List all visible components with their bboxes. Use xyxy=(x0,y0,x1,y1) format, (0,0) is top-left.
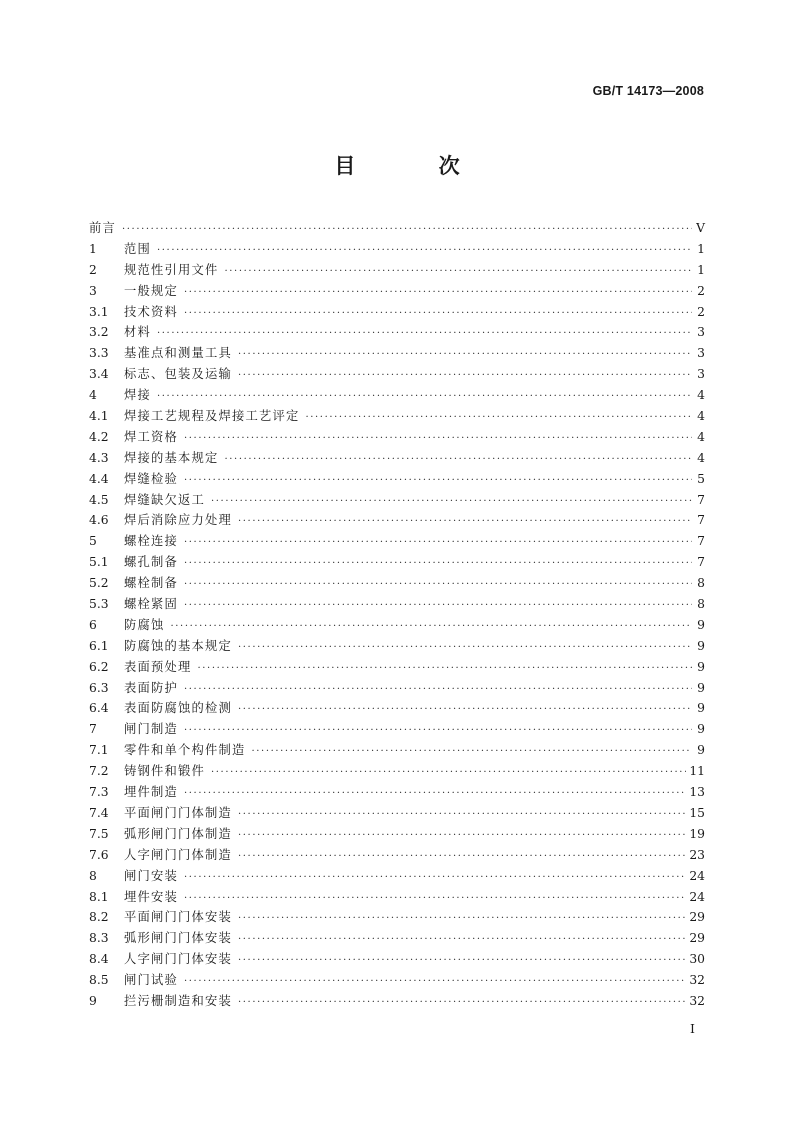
toc-entry[interactable] xyxy=(89,636,705,657)
toc-entry-label: 弧形闸门门体安装 xyxy=(124,931,232,946)
toc-entry-page: 8 xyxy=(697,597,705,612)
toc-entry-number: 7.6 xyxy=(89,847,109,862)
toc-entry-number: 7.1 xyxy=(89,743,109,758)
toc-entry-page: 24 xyxy=(689,889,705,904)
toc-entry-number: 6.1 xyxy=(89,638,109,653)
toc-entry-page: 7 xyxy=(697,534,705,549)
toc-leader-dots xyxy=(184,596,692,617)
toc-entry-number: 7.5 xyxy=(89,826,109,841)
toc-entry-label: 螺栓制备 xyxy=(124,576,178,591)
toc-entry-label: 表面防腐蚀的检测 xyxy=(124,701,232,716)
toc-entry[interactable] xyxy=(89,866,705,887)
toc-entry[interactable] xyxy=(89,845,705,866)
toc-entry-number: 3.2 xyxy=(89,325,109,340)
toc-entry-label: 埋件制造 xyxy=(124,785,178,800)
toc-entry-page: 4 xyxy=(697,450,705,465)
toc-leader-dots xyxy=(238,930,686,951)
toc-entry-label: 人字闸门门体安装 xyxy=(124,952,232,967)
toc-leader-dots xyxy=(224,450,692,471)
toc-entry[interactable] xyxy=(89,678,705,699)
toc-entry-page: 9 xyxy=(697,701,705,716)
standard-code: GB/T 14173—2008 xyxy=(592,84,704,98)
toc-entry-label: 铸钢件和锻件 xyxy=(124,764,205,779)
toc-entry-number: 8.3 xyxy=(89,931,109,946)
toc-entry-page: 3 xyxy=(697,325,705,340)
toc-entry[interactable] xyxy=(89,907,705,928)
toc-entry-label: 焊接 xyxy=(124,388,151,403)
toc-entry-number: 5 xyxy=(89,534,97,549)
toc-entry[interactable] xyxy=(89,448,705,469)
toc-entry-label: 埋件安装 xyxy=(124,889,178,904)
toc-entry-page: V xyxy=(696,221,705,235)
toc-entry-number: 4.1 xyxy=(89,409,109,424)
toc-entry-label: 基准点和测量工具 xyxy=(124,346,232,361)
toc-entry-page: 4 xyxy=(697,429,705,444)
toc-entry[interactable] xyxy=(89,322,705,343)
toc-entry[interactable] xyxy=(89,615,705,636)
toc-leader-dots xyxy=(157,241,692,262)
toc-entry-label: 标志、包装及运输 xyxy=(124,367,232,382)
toc-entry-number: 8 xyxy=(89,868,97,883)
toc-leader-dots xyxy=(184,868,686,889)
toc-leader-dots xyxy=(184,283,692,304)
toc-entry-page: 8 xyxy=(697,576,705,591)
toc-entry[interactable] xyxy=(89,302,705,323)
toc-entry-page: 24 xyxy=(689,868,705,883)
toc-entry[interactable] xyxy=(89,594,705,615)
toc-leader-dots xyxy=(184,680,692,701)
toc-leader-dots xyxy=(184,721,692,742)
toc-entry[interactable] xyxy=(89,657,705,678)
toc-entry-label: 拦污栅制造和安装 xyxy=(124,993,232,1008)
toc-entry[interactable] xyxy=(89,239,705,260)
page-title: 目 次 xyxy=(334,153,498,178)
toc-entry[interactable] xyxy=(89,928,705,949)
toc-leader-dots xyxy=(238,638,692,659)
toc-entry-label: 焊缝检验 xyxy=(124,471,178,486)
toc-entry[interactable] xyxy=(89,364,705,385)
toc-entry-page: 7 xyxy=(697,555,705,570)
toc-entry[interactable] xyxy=(89,427,705,448)
toc-entry-number: 4.2 xyxy=(89,429,109,444)
toc-entry-label: 防腐蚀 xyxy=(124,617,165,632)
toc-entry[interactable] xyxy=(89,531,705,552)
page-number: I xyxy=(690,1021,695,1036)
toc-entry[interactable] xyxy=(89,991,705,1012)
toc-entry-label: 弧形闸门门体制造 xyxy=(124,826,232,841)
toc-entry[interactable] xyxy=(89,573,705,594)
toc-entry-label: 人字闸门门体制造 xyxy=(124,847,232,862)
toc-entry-label: 表面防护 xyxy=(124,680,178,695)
toc-leader-dots xyxy=(238,993,686,1014)
toc-entry-number: 4.4 xyxy=(89,471,109,486)
toc-entry-number: 7.3 xyxy=(89,785,109,800)
toc-entry[interactable] xyxy=(89,385,705,406)
toc-entry[interactable] xyxy=(89,949,705,970)
toc-entry-label: 焊缝缺欠返工 xyxy=(124,492,205,507)
toc-leader-dots xyxy=(238,826,686,847)
toc-entry-page: 11 xyxy=(689,764,705,779)
toc-entry[interactable] xyxy=(89,803,705,824)
toc-entry-label: 焊后消除应力处理 xyxy=(124,513,232,528)
toc-entry-page: 1 xyxy=(697,241,705,256)
toc-entry-page: 9 xyxy=(697,617,705,632)
toc-entry[interactable] xyxy=(89,343,705,364)
toc-entry-page: 3 xyxy=(697,346,705,361)
toc-leader-dots xyxy=(238,847,686,868)
toc-entry-number: 4.5 xyxy=(89,492,109,507)
toc-entry-page: 9 xyxy=(697,722,705,737)
toc-leader-dots xyxy=(238,951,686,972)
toc-entry-page: 7 xyxy=(697,492,705,507)
toc-entry[interactable] xyxy=(89,719,705,740)
toc-entry[interactable] xyxy=(89,824,705,845)
toc-leader-dots xyxy=(224,262,692,283)
toc-entry-number: 1 xyxy=(89,241,97,256)
toc-leader-dots xyxy=(122,220,692,241)
toc-leader-dots xyxy=(184,554,692,575)
toc-entry-number: 3.3 xyxy=(89,346,109,361)
toc-leader-dots xyxy=(157,387,692,408)
toc-leader-dots xyxy=(198,659,693,680)
toc-entry-page: 4 xyxy=(697,409,705,424)
toc-entry-page: 3 xyxy=(697,367,705,382)
toc-entry-label: 闸门安装 xyxy=(124,868,178,883)
toc-entry[interactable] xyxy=(89,510,705,531)
toc-entry-label: 一般规定 xyxy=(124,283,178,298)
toc-entry-label: 平面闸门门体安装 xyxy=(124,910,232,925)
toc-entry[interactable] xyxy=(89,281,705,302)
toc-entry-number: 2 xyxy=(89,262,97,277)
toc-entry-page: 7 xyxy=(697,513,705,528)
toc-leader-dots xyxy=(184,471,692,492)
toc-entry-label: 技术资料 xyxy=(124,304,178,319)
toc-entry[interactable] xyxy=(89,260,705,281)
toc-entry-label: 平面闸门门体制造 xyxy=(124,805,232,820)
toc-leader-dots xyxy=(238,700,692,721)
toc-entry-label: 焊接的基本规定 xyxy=(124,450,219,465)
toc-leader-dots xyxy=(238,366,692,387)
toc-entry-label: 规范性引用文件 xyxy=(124,262,219,277)
toc-entry-label: 零件和单个构件制造 xyxy=(124,743,246,758)
toc-entry-page: 2 xyxy=(697,283,705,298)
toc-entry[interactable] xyxy=(89,469,705,490)
toc-entry-page: 9 xyxy=(697,638,705,653)
toc-entry-page: 1 xyxy=(697,262,705,277)
toc-entry-number: 3.1 xyxy=(89,304,109,319)
toc-leader-dots xyxy=(184,304,692,325)
toc-entry-number: 8.5 xyxy=(89,973,109,988)
toc-leader-dots xyxy=(238,805,686,826)
toc-entry-page: 19 xyxy=(689,826,705,841)
toc-entry-page: 2 xyxy=(697,304,705,319)
toc-entry-number: 5.3 xyxy=(89,597,109,612)
toc-entry[interactable] xyxy=(89,698,705,719)
toc-entry[interactable] xyxy=(89,761,705,782)
toc-leader-dots xyxy=(184,972,686,993)
toc-entry-label: 范围 xyxy=(124,241,151,256)
toc-entry-page: 29 xyxy=(689,910,705,925)
toc-entry-number: 3.4 xyxy=(89,367,109,382)
toc-entry-label: 螺栓紧固 xyxy=(124,597,178,612)
toc-entry-label: 前言 xyxy=(89,221,116,235)
toc-entry-label: 螺孔制备 xyxy=(124,555,178,570)
toc-entry-page: 30 xyxy=(689,952,705,967)
toc-entry-page: 23 xyxy=(689,847,705,862)
toc-entry[interactable] xyxy=(89,218,705,239)
toc-entry[interactable] xyxy=(89,970,705,991)
toc-entry-number: 6.2 xyxy=(89,659,109,674)
toc-leader-dots xyxy=(184,533,692,554)
table-of-contents xyxy=(89,218,705,1012)
toc-entry-number: 8.2 xyxy=(89,910,109,925)
toc-leader-dots xyxy=(251,742,692,763)
toc-entry-page: 9 xyxy=(697,680,705,695)
toc-entry-page: 13 xyxy=(689,785,705,800)
toc-entry[interactable] xyxy=(89,552,705,573)
toc-entry-number: 5.1 xyxy=(89,555,109,570)
toc-entry-label: 防腐蚀的基本规定 xyxy=(124,638,232,653)
toc-entry-number: 5.2 xyxy=(89,576,109,591)
toc-entry[interactable] xyxy=(89,490,705,511)
toc-entry-number: 8.4 xyxy=(89,952,109,967)
toc-entry[interactable] xyxy=(89,887,705,908)
toc-entry[interactable] xyxy=(89,740,705,761)
toc-entry-page: 4 xyxy=(697,388,705,403)
toc-entry-number: 7.2 xyxy=(89,764,109,779)
toc-leader-dots xyxy=(184,784,686,805)
toc-entry-number: 9 xyxy=(89,993,97,1008)
toc-entry-page: 15 xyxy=(689,805,705,820)
toc-leader-dots xyxy=(157,324,692,345)
toc-entry-number: 7.4 xyxy=(89,805,109,820)
toc-entry-label: 螺栓连接 xyxy=(124,534,178,549)
toc-entry-page: 29 xyxy=(689,931,705,946)
toc-leader-dots xyxy=(184,429,692,450)
toc-entry-number: 3 xyxy=(89,283,97,298)
toc-leader-dots xyxy=(184,575,692,596)
toc-entry-page: 5 xyxy=(697,471,705,486)
toc-entry-label: 闸门试验 xyxy=(124,973,178,988)
toc-leader-dots xyxy=(238,345,692,366)
toc-entry-number: 6.3 xyxy=(89,680,109,695)
toc-entry-page: 32 xyxy=(689,973,705,988)
toc-leader-dots xyxy=(171,617,693,638)
toc-leader-dots xyxy=(238,512,692,533)
toc-leader-dots xyxy=(211,763,686,784)
toc-entry-label: 焊工资格 xyxy=(124,429,178,444)
toc-entry-number: 4 xyxy=(89,388,97,403)
toc-leader-dots xyxy=(305,408,692,429)
toc-entry-number: 6 xyxy=(89,617,97,632)
toc-entry-label: 闸门制造 xyxy=(124,722,178,737)
toc-leader-dots xyxy=(184,889,686,910)
toc-entry-label: 焊接工艺规程及焊接工艺评定 xyxy=(124,409,300,424)
toc-entry-page: 9 xyxy=(697,659,705,674)
toc-entry-label: 表面预处理 xyxy=(124,659,192,674)
toc-entry-number: 4.6 xyxy=(89,513,109,528)
toc-entry-number: 4.3 xyxy=(89,450,109,465)
toc-entry[interactable] xyxy=(89,782,705,803)
toc-leader-dots xyxy=(211,492,692,513)
toc-entry-page: 32 xyxy=(689,993,705,1008)
toc-entry-number: 7 xyxy=(89,722,97,737)
toc-entry-number: 8.1 xyxy=(89,889,109,904)
toc-entry-label: 材料 xyxy=(124,325,151,340)
toc-leader-dots xyxy=(238,909,686,930)
toc-entry-number: 6.4 xyxy=(89,701,109,716)
toc-entry[interactable] xyxy=(89,406,705,427)
toc-entry-page: 9 xyxy=(697,743,705,758)
